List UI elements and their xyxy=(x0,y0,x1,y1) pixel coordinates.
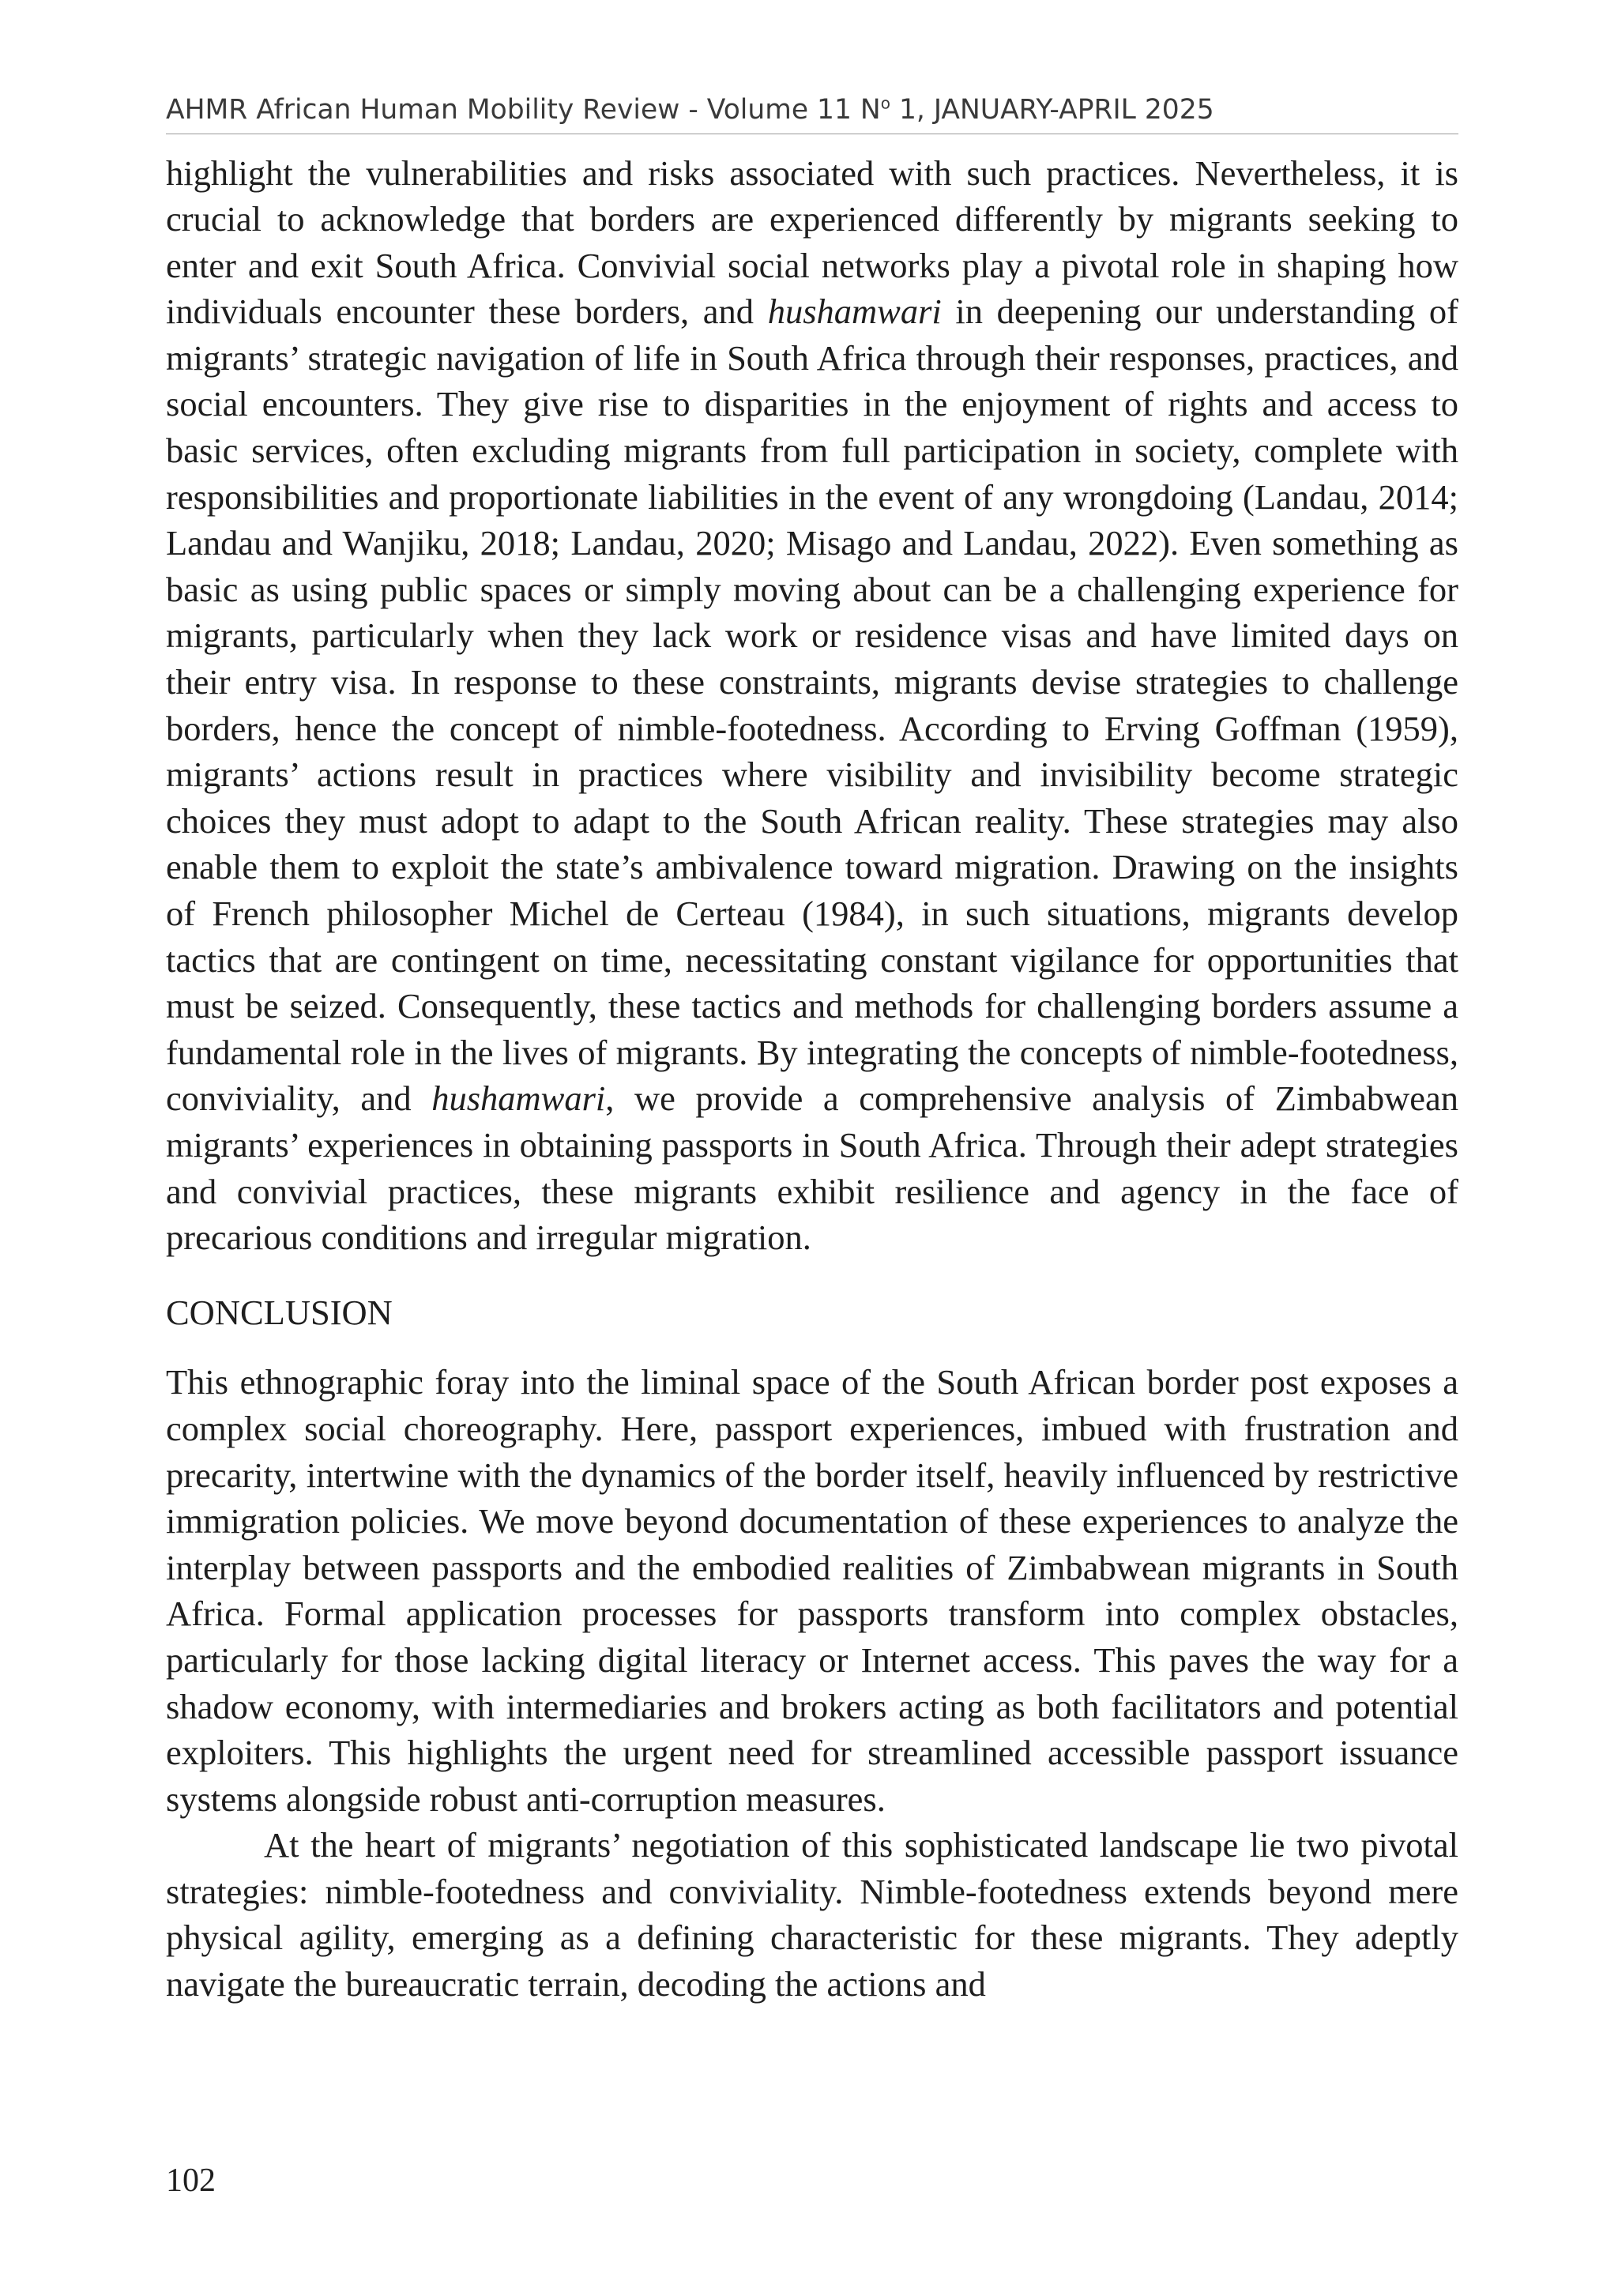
paragraph-2: This ethnographic foray into the liminal space of the South African border post exposes a complex social choreography. Here, passport experiences, imbued with frustration and precarity, intertwine with the dynamics of the border itself, heavily influenced by restrictive immigration policies. We move beyond documentation of these experiences to analyze the interplay between passports and the embodied realities of Zimbabwean migrants in South Africa. Formal application processes for passports transform into complex obstacles, particularly for those lacking digital literacy or Internet access. This paves the way for a shadow economy, with intermediaries and brokers acting as both facilitators and potential exploiters. This highlights the urgent need for streamlined accessible passport issuance systems alongside robust anti-corruption measures. xyxy=(166,1362,1458,1819)
page-number: 102 xyxy=(166,2162,216,2199)
italic-term-hushamwari: hushamwari xyxy=(431,1078,606,1119)
journal-title: AHMR African Human Mobility Review - Volume 11 N xyxy=(166,94,881,126)
paragraph-3: At the heart of migrants’ negotiation of this sophisticated landscape lie two pivotal strategies: nimble-footedness and conviviality. Nimble-footedness extends beyond mere physical agility, emerging as a defining characteristic for these migrants. They adeptly navigate the bureaucratic terrain, decoding the actions and xyxy=(166,1825,1458,2004)
paragraph-1-text-a: highlight the vulnerabilities and risks associated with such practices. Nevertheless, it is crucial to acknowledge that borders are experienced differently by migrants seeking to enter and exit South Africa. Convivial social networks play a pivotal role in shaping how individuals encounter these borders, and xyxy=(166,152,1458,332)
paragraph-1-text-c: , we provide a comprehensive analysis of Zimbabwean migrants’ experiences in obtaining passports in South Africa. Through their adept strategies and convivial practices, these migrants exhibit resilience and agency in the face of precarious conditions and irregular migration. xyxy=(166,1078,1458,1258)
number-ordinal: o xyxy=(880,93,890,113)
section-heading-conclusion: CONCLUSION xyxy=(166,1292,393,1332)
page-content xyxy=(166,93,1458,2008)
paragraph-1 xyxy=(166,150,1458,1261)
running-header xyxy=(166,93,1458,134)
italic-term-hushamwari: hushamwari xyxy=(767,292,942,332)
issue-info: 1, JANUARY-APRIL 2025 xyxy=(890,94,1214,126)
paragraph-1-text-b: in deepening our understanding of migrants’ strategic navigation of life in South Africa through their responses, practices, and social encounters. They give rise to disparities in the enjoyment of rights and access to basic services, often excluding migrants from full participation in society, complete with responsibilities and proportionate liabilities in the event of any wrongdoing (Landau, 2014; Landau and Wanjiku, 2018; Landau, 2020; Misago and Landau, 2022). Even something as basic as using public spaces or simply moving about can be a challenging experience for migrants, particularly when they lack work or residence visas and have limited days on their entry visa. In response to these constraints, migrants devise strategies to challenge borders, hence the concept of nimble-footedness. According to Erving Goffman (1959), migrants’ actions result in practices where visibility and invisibility become strategic choices they must adopt to adapt to the South African reality. These strategies may also enable them to exploit the state’s ambivalence toward migration. Drawing on the insights of French philosopher Michel de Certeau (1984), in such situations, migrants develop tactics that are contingent on time, necessitating constant vigilance for opportunities that must be seized. Consequently, these tactics and methods for challenging borders assume a fundamental role in the lives of migrants. By integrating the concepts of nimble-footedness, conviviality, and xyxy=(166,292,1458,1119)
